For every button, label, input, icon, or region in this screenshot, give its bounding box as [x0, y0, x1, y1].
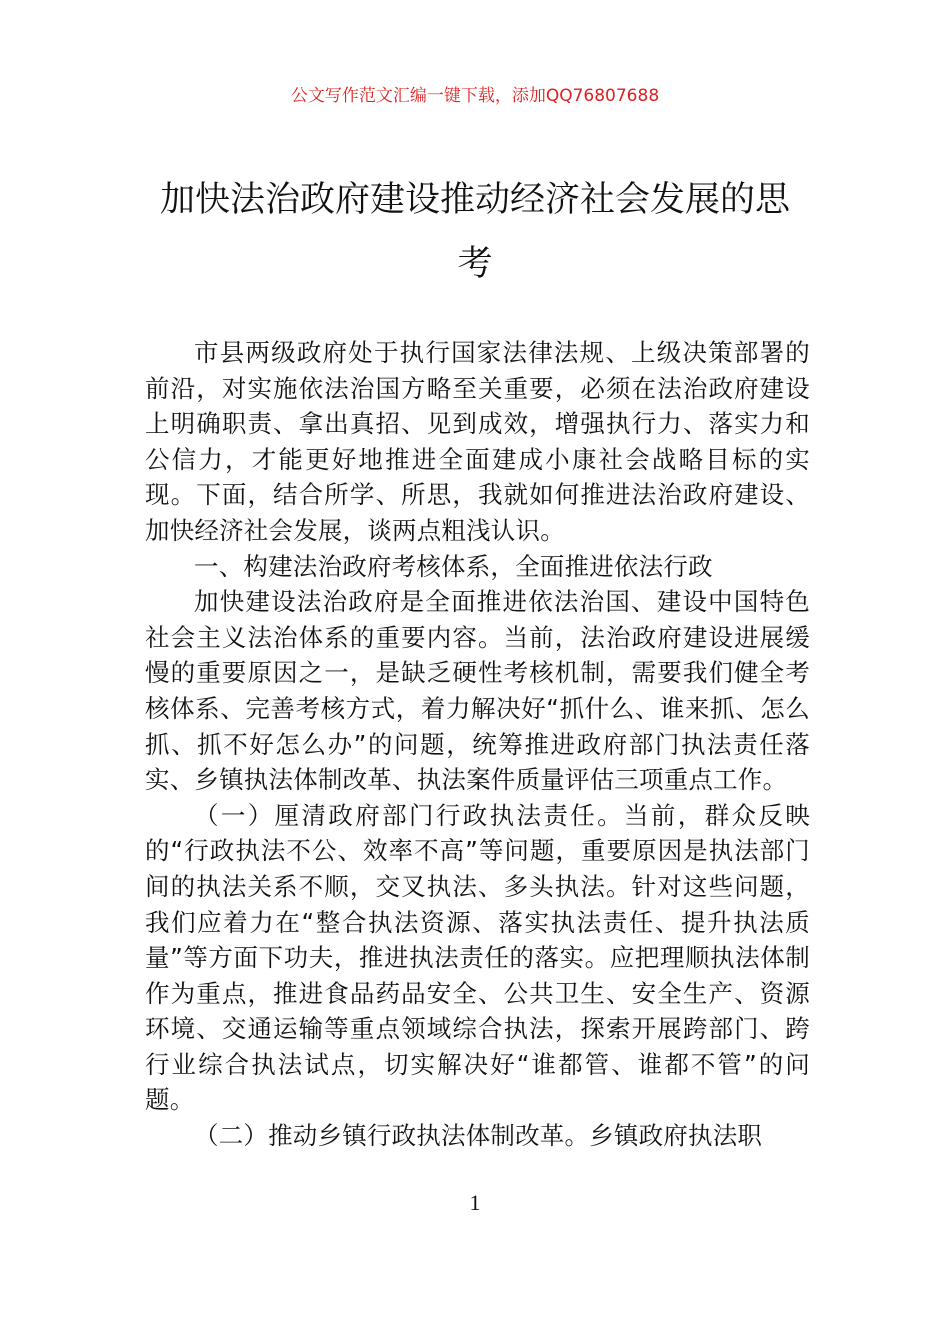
paragraph-section-1: 加快建设法治政府是全面推进依法治国、建设中国特色社会主义法治体系的重要内容。当前，法治政府建设进展缓慢的重要原因之一，是缺乏硬性考核机制，需要我们健全考核体系、完善考核方式，着力解决好“抓什么、谁来抓、怎么抓、抓不好怎么办”的问题，统筹推进政府部门执法责任落实、乡镇执法体制改革、执法案件质量评估三项重点工作。 [145, 587, 810, 795]
paragraph-subsection-1: （一）厘清政府部门行政执法责任。当前，群众反映的“行政执法不公、效率不高”等问题，重要原因是执法部门间的执法关系不顺，交叉执法、多头执法。针对这些问题，我们应着力在“整合执法资源、落实执法责任、提升执法质量”等方面下功夫，推进执法责任的落实。应把理顺执法体制作为重点，推进食品药品安全、公共卫生、安全生产、资源环境、交通运输等重点领域综合执法，探索开展跨部门、跨行业综合执法试点，切实解决好“谁都管、谁都不管”的问题。 [145, 800, 810, 1115]
paragraph-subsection-2: （二）推动乡镇行政执法体制改革。乡镇政府执法职 [194, 1121, 763, 1151]
watermark-header-text: 公文写作范文汇编一键下载，添加QQ76807688 [290, 86, 660, 106]
section-heading-1: 一、构建法治政府考核体系，全面推进依法行政 [194, 551, 713, 581]
document-body [145, 335, 810, 1154]
document-title [140, 168, 810, 296]
document-title-line-2: 考 [457, 244, 493, 284]
paragraph-intro: 市县两级政府处于执行国家法律法规、上级决策部署的前沿，对实施依法治国方略至关重要，必须在法治政府建设上明确职责、拿出真招、见到成效，增强执行力、落实力和公信力，才能更好地推进全面建成小康社会战略目标的实现。下面，结合所学、所思，我就如何推进法治政府建设、加快经济社会发展，谈两点粗浅认识。 [145, 338, 810, 545]
page-number: 1 [469, 1190, 481, 1215]
document-title-line-1: 加快法治政府建设推动经济社会发展的思 [159, 180, 790, 220]
